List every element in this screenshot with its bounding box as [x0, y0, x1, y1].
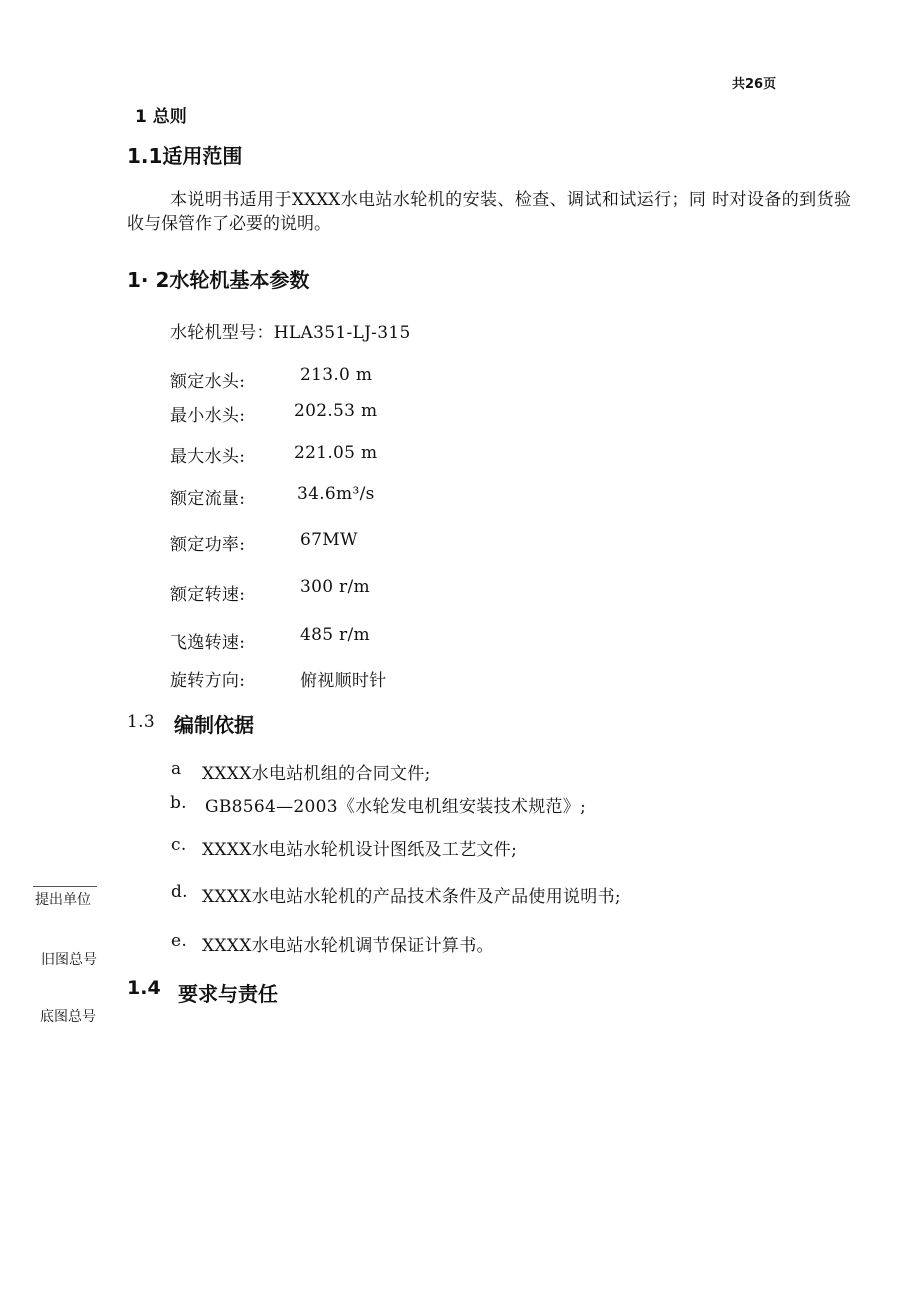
section-1-4-title: 要求与责任 — [178, 982, 278, 1006]
param-label: 旋转方向: — [170, 671, 246, 691]
section-1-3-number: 1.3 — [127, 712, 155, 732]
submit-unit-label: 提出单位 — [35, 892, 91, 908]
param-value: 34.6m³/s — [297, 484, 375, 504]
param-value: 300 r/m — [300, 577, 370, 597]
list-item: XXXX水电站机组的合同文件; — [202, 764, 431, 784]
old-drawing-number-label: 旧图总号 — [41, 952, 97, 968]
param-label: 额定水头: — [170, 372, 246, 392]
param-value: 67MW — [300, 530, 358, 550]
section-1-4-number: 1.4 — [127, 977, 161, 999]
section-1-3-title: 编制依据 — [174, 713, 254, 737]
list-item: XXXX水电站水轮机设计图纸及工艺文件; — [202, 840, 518, 860]
list-item: GB8564—2003《水轮发电机组安装技术规范》; — [205, 797, 587, 817]
param-label: 最大水头: — [170, 447, 246, 467]
list-marker: a — [171, 759, 182, 779]
param-value: 202.53 m — [294, 401, 378, 421]
section-1-1-title: 1.1适用范围 — [127, 144, 243, 168]
scope-paragraph: 本说明书适用于XXXX水电站水轮机的安装、检查、调试和试运行；同 时对设备的到货验收与保管作了必要的说明。 — [127, 190, 851, 234]
list-marker: b. — [170, 793, 187, 813]
param-value: 213.0 m — [300, 365, 373, 385]
page-count: 共26页 — [732, 77, 777, 92]
margin-divider — [33, 886, 97, 887]
list-marker: d. — [171, 882, 188, 902]
section-1-2-title: 1· 2水轮机基本参数 — [127, 268, 310, 292]
param-label: 飞逸转速: — [170, 633, 246, 653]
param-value: 485 r/m — [300, 625, 370, 645]
list-item: XXXX水电站水轮机调节保证计算书。 — [202, 936, 494, 956]
list-item: XXXX水电站水轮机的产品技术条件及产品使用说明书; — [202, 887, 621, 907]
param-value: 221.05 m — [294, 443, 378, 463]
turbine-model: 水轮机型号：HLA351-LJ-315 — [170, 323, 411, 343]
param-label: 额定流量: — [170, 489, 246, 509]
list-marker: c. — [171, 835, 187, 855]
param-label: 额定功率: — [170, 535, 246, 555]
list-marker: e. — [171, 931, 188, 951]
param-value: 俯视顺时针 — [300, 671, 387, 691]
param-label: 额定转速: — [170, 585, 246, 605]
section-1-title: 1 总则 — [135, 107, 187, 127]
base-drawing-number-label: 底图总号 — [40, 1009, 96, 1025]
param-label: 最小水头: — [170, 406, 246, 426]
